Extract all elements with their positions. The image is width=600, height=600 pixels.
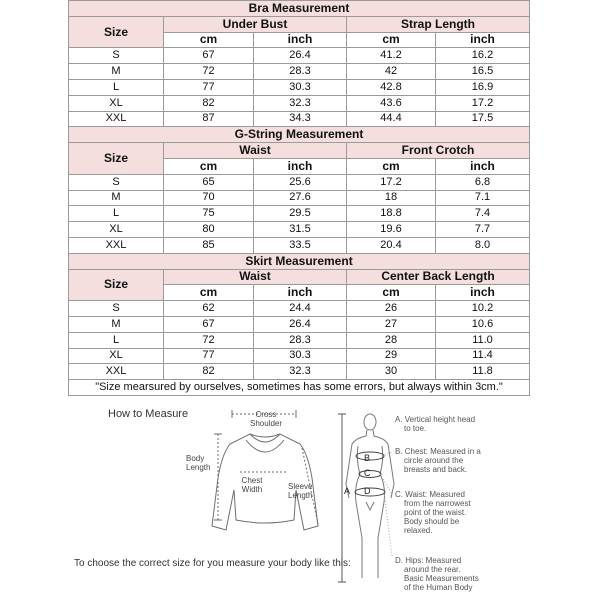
unit-header: inch bbox=[254, 285, 347, 301]
value-cell: 11.4 bbox=[436, 348, 530, 364]
caption-c-line: C. Waist: Measured bbox=[395, 490, 465, 499]
caption-a-line: A. Vertical height head bbox=[395, 415, 476, 424]
table-row bbox=[69, 364, 530, 380]
value-cell: 7.4 bbox=[436, 206, 530, 222]
group-header: Waist bbox=[164, 143, 347, 159]
unit-header: cm bbox=[347, 158, 436, 174]
value-cell: 16.5 bbox=[436, 64, 530, 80]
value-cell: 41.2 bbox=[347, 48, 436, 64]
unit-header: inch bbox=[436, 285, 530, 301]
table-row bbox=[69, 237, 530, 253]
unit-header: cm bbox=[164, 158, 254, 174]
size-cell: XXL bbox=[69, 111, 164, 127]
size-chart-body bbox=[69, 1, 530, 396]
size-cell: XL bbox=[69, 95, 164, 111]
value-cell: 26.4 bbox=[254, 48, 347, 64]
caption-b-line: breasts and back. bbox=[404, 465, 468, 474]
value-cell: 31.5 bbox=[254, 222, 347, 238]
value-cell: 17.5 bbox=[436, 111, 530, 127]
caption-d-line: around the rear. bbox=[404, 565, 461, 574]
value-cell: 28.3 bbox=[254, 332, 347, 348]
value-cell: 77 bbox=[164, 348, 254, 364]
value-cell: 11.0 bbox=[436, 332, 530, 348]
table-row bbox=[69, 111, 530, 127]
section-title: Bra Measurement bbox=[69, 1, 530, 17]
value-cell: 42.8 bbox=[347, 79, 436, 95]
table-row bbox=[69, 95, 530, 111]
value-cell: 32.3 bbox=[254, 364, 347, 380]
size-chart-table bbox=[68, 0, 530, 396]
measurement-note: "Size mearsured by ourselves, sometimes has some errors, but always within 3cm." bbox=[69, 380, 530, 396]
value-cell: 20.4 bbox=[347, 237, 436, 253]
value-cell: 82 bbox=[164, 364, 254, 380]
section-title-row bbox=[69, 253, 530, 269]
group-header: Center Back Length bbox=[347, 269, 530, 285]
value-cell: 75 bbox=[164, 206, 254, 222]
caption-d-line: Basic Measurements bbox=[404, 574, 479, 583]
unit-header: inch bbox=[436, 158, 530, 174]
value-cell: 44.4 bbox=[347, 111, 436, 127]
caption-d bbox=[395, 556, 479, 592]
group-header: Strap Length bbox=[347, 16, 530, 32]
unit-header: inch bbox=[436, 32, 530, 48]
value-cell: 62 bbox=[164, 301, 254, 317]
size-cell: XL bbox=[69, 348, 164, 364]
section-title: Skirt Measurement bbox=[69, 253, 530, 269]
value-cell: 65 bbox=[164, 174, 254, 190]
section-title-row bbox=[69, 127, 530, 143]
caption-b bbox=[395, 447, 481, 474]
value-cell: 18.8 bbox=[347, 206, 436, 222]
value-cell: 11.8 bbox=[436, 364, 530, 380]
table-row bbox=[69, 64, 530, 80]
value-cell: 30.3 bbox=[254, 348, 347, 364]
caption-b-line: B. Chest: Measured in a bbox=[395, 447, 481, 456]
cross-shoulder-label bbox=[248, 410, 284, 428]
section-title: G-String Measurement bbox=[69, 127, 530, 143]
value-cell: 26.4 bbox=[254, 316, 347, 332]
value-cell: 27.6 bbox=[254, 190, 347, 206]
group-header: Under Bust bbox=[164, 16, 347, 32]
body-length-line-1: Body bbox=[186, 454, 205, 463]
unit-header: cm bbox=[164, 32, 254, 48]
caption-c-line: Body should be bbox=[404, 517, 460, 526]
size-cell: S bbox=[69, 48, 164, 64]
unit-header: cm bbox=[347, 285, 436, 301]
unit-header: inch bbox=[254, 32, 347, 48]
size-cell: S bbox=[69, 301, 164, 317]
value-cell: 34.3 bbox=[254, 111, 347, 127]
value-cell: 30.3 bbox=[254, 79, 347, 95]
value-cell: 7.1 bbox=[436, 190, 530, 206]
value-cell: 6.8 bbox=[436, 174, 530, 190]
value-cell: 33.5 bbox=[254, 237, 347, 253]
value-cell: 18 bbox=[347, 190, 436, 206]
body-length-label bbox=[186, 454, 210, 472]
group-header: Front Crotch bbox=[347, 143, 530, 159]
shirt-diagram-icon bbox=[212, 410, 318, 530]
body-length-line-2: Length bbox=[186, 463, 211, 472]
group-header-row bbox=[69, 16, 530, 32]
table-row bbox=[69, 206, 530, 222]
sleeve-length-line-1: Sleeve bbox=[288, 482, 313, 491]
value-cell: 8.0 bbox=[436, 237, 530, 253]
caption-d-line: D. Hips: Measured bbox=[395, 556, 462, 565]
group-header-row bbox=[69, 269, 530, 285]
body-letter-a: A bbox=[344, 486, 351, 496]
value-cell: 16.9 bbox=[436, 79, 530, 95]
body-letter-d: D bbox=[364, 486, 371, 496]
value-cell: 7.7 bbox=[436, 222, 530, 238]
sleeve-length-line-2: Length bbox=[288, 491, 313, 500]
chest-width-label bbox=[240, 476, 264, 494]
sleeve-length-label bbox=[288, 482, 312, 500]
value-cell: 72 bbox=[164, 332, 254, 348]
table-row bbox=[69, 48, 530, 64]
value-cell: 85 bbox=[164, 237, 254, 253]
table-row bbox=[69, 348, 530, 364]
value-cell: 67 bbox=[164, 316, 254, 332]
group-header-row bbox=[69, 143, 530, 159]
chest-width-line-1: Chest bbox=[241, 476, 263, 485]
size-cell: XL bbox=[69, 222, 164, 238]
size-cell: XXL bbox=[69, 237, 164, 253]
value-cell: 32.3 bbox=[254, 95, 347, 111]
value-cell: 72 bbox=[164, 64, 254, 80]
group-header: Waist bbox=[164, 269, 347, 285]
value-cell: 27 bbox=[347, 316, 436, 332]
caption-b-line: circle around the bbox=[404, 456, 464, 465]
value-cell: 30 bbox=[347, 364, 436, 380]
value-cell: 17.2 bbox=[347, 174, 436, 190]
how-to-measure-panel bbox=[0, 398, 600, 600]
value-cell: 82 bbox=[164, 95, 254, 111]
value-cell: 10.2 bbox=[436, 301, 530, 317]
caption-c bbox=[395, 490, 471, 535]
value-cell: 25.6 bbox=[254, 174, 347, 190]
size-cell: M bbox=[69, 190, 164, 206]
size-cell: L bbox=[69, 206, 164, 222]
value-cell: 43.6 bbox=[347, 95, 436, 111]
value-cell: 17.2 bbox=[436, 95, 530, 111]
how-to-measure-title: How to Measure bbox=[108, 408, 189, 420]
note-row bbox=[69, 380, 530, 396]
value-cell: 87 bbox=[164, 111, 254, 127]
caption-c-line: point of the waist. bbox=[404, 508, 467, 517]
table-row bbox=[69, 332, 530, 348]
size-cell: S bbox=[69, 174, 164, 190]
value-cell: 28.3 bbox=[254, 64, 347, 80]
value-cell: 24.4 bbox=[254, 301, 347, 317]
chest-width-line-2: Width bbox=[241, 485, 263, 494]
value-cell: 16.2 bbox=[436, 48, 530, 64]
value-cell: 77 bbox=[164, 79, 254, 95]
size-column-header: Size bbox=[69, 269, 164, 301]
section-title-row bbox=[69, 1, 530, 17]
size-cell: M bbox=[69, 64, 164, 80]
table-row bbox=[69, 316, 530, 332]
table-row bbox=[69, 174, 530, 190]
value-cell: 42 bbox=[347, 64, 436, 80]
value-cell: 80 bbox=[164, 222, 254, 238]
unit-header: cm bbox=[347, 32, 436, 48]
table-row bbox=[69, 190, 530, 206]
value-cell: 29.5 bbox=[254, 206, 347, 222]
cross-shoulder-line-2: Shoulder bbox=[249, 419, 283, 428]
size-cell: L bbox=[69, 332, 164, 348]
value-cell: 67 bbox=[164, 48, 254, 64]
size-column-header: Size bbox=[69, 143, 164, 175]
value-cell: 19.6 bbox=[347, 222, 436, 238]
caption-c-line: relaxed. bbox=[404, 526, 433, 535]
unit-header: inch bbox=[254, 158, 347, 174]
size-cell: M bbox=[69, 316, 164, 332]
table-row bbox=[69, 79, 530, 95]
table-row bbox=[69, 301, 530, 317]
table-row bbox=[69, 222, 530, 238]
body-diagram-icon bbox=[338, 414, 394, 582]
caption-a-line: to toe. bbox=[404, 424, 427, 433]
value-cell: 28 bbox=[347, 332, 436, 348]
size-column-header: Size bbox=[69, 16, 164, 48]
cross-shoulder-line-1: Cross bbox=[255, 410, 277, 419]
value-cell: 26 bbox=[347, 301, 436, 317]
instruction-text: To choose the correct size for you measure your body like this: bbox=[74, 558, 351, 569]
size-cell: L bbox=[69, 79, 164, 95]
value-cell: 10.6 bbox=[436, 316, 530, 332]
unit-header: cm bbox=[164, 285, 254, 301]
value-cell: 29 bbox=[347, 348, 436, 364]
body-letter-b: B bbox=[364, 453, 371, 463]
value-cell: 70 bbox=[164, 190, 254, 206]
body-letter-c: C bbox=[364, 468, 371, 478]
caption-d-line: of the Human Body bbox=[404, 583, 473, 592]
caption-c-line: from the narrowest bbox=[404, 499, 471, 508]
size-cell: XXL bbox=[69, 364, 164, 380]
caption-a bbox=[395, 415, 475, 433]
